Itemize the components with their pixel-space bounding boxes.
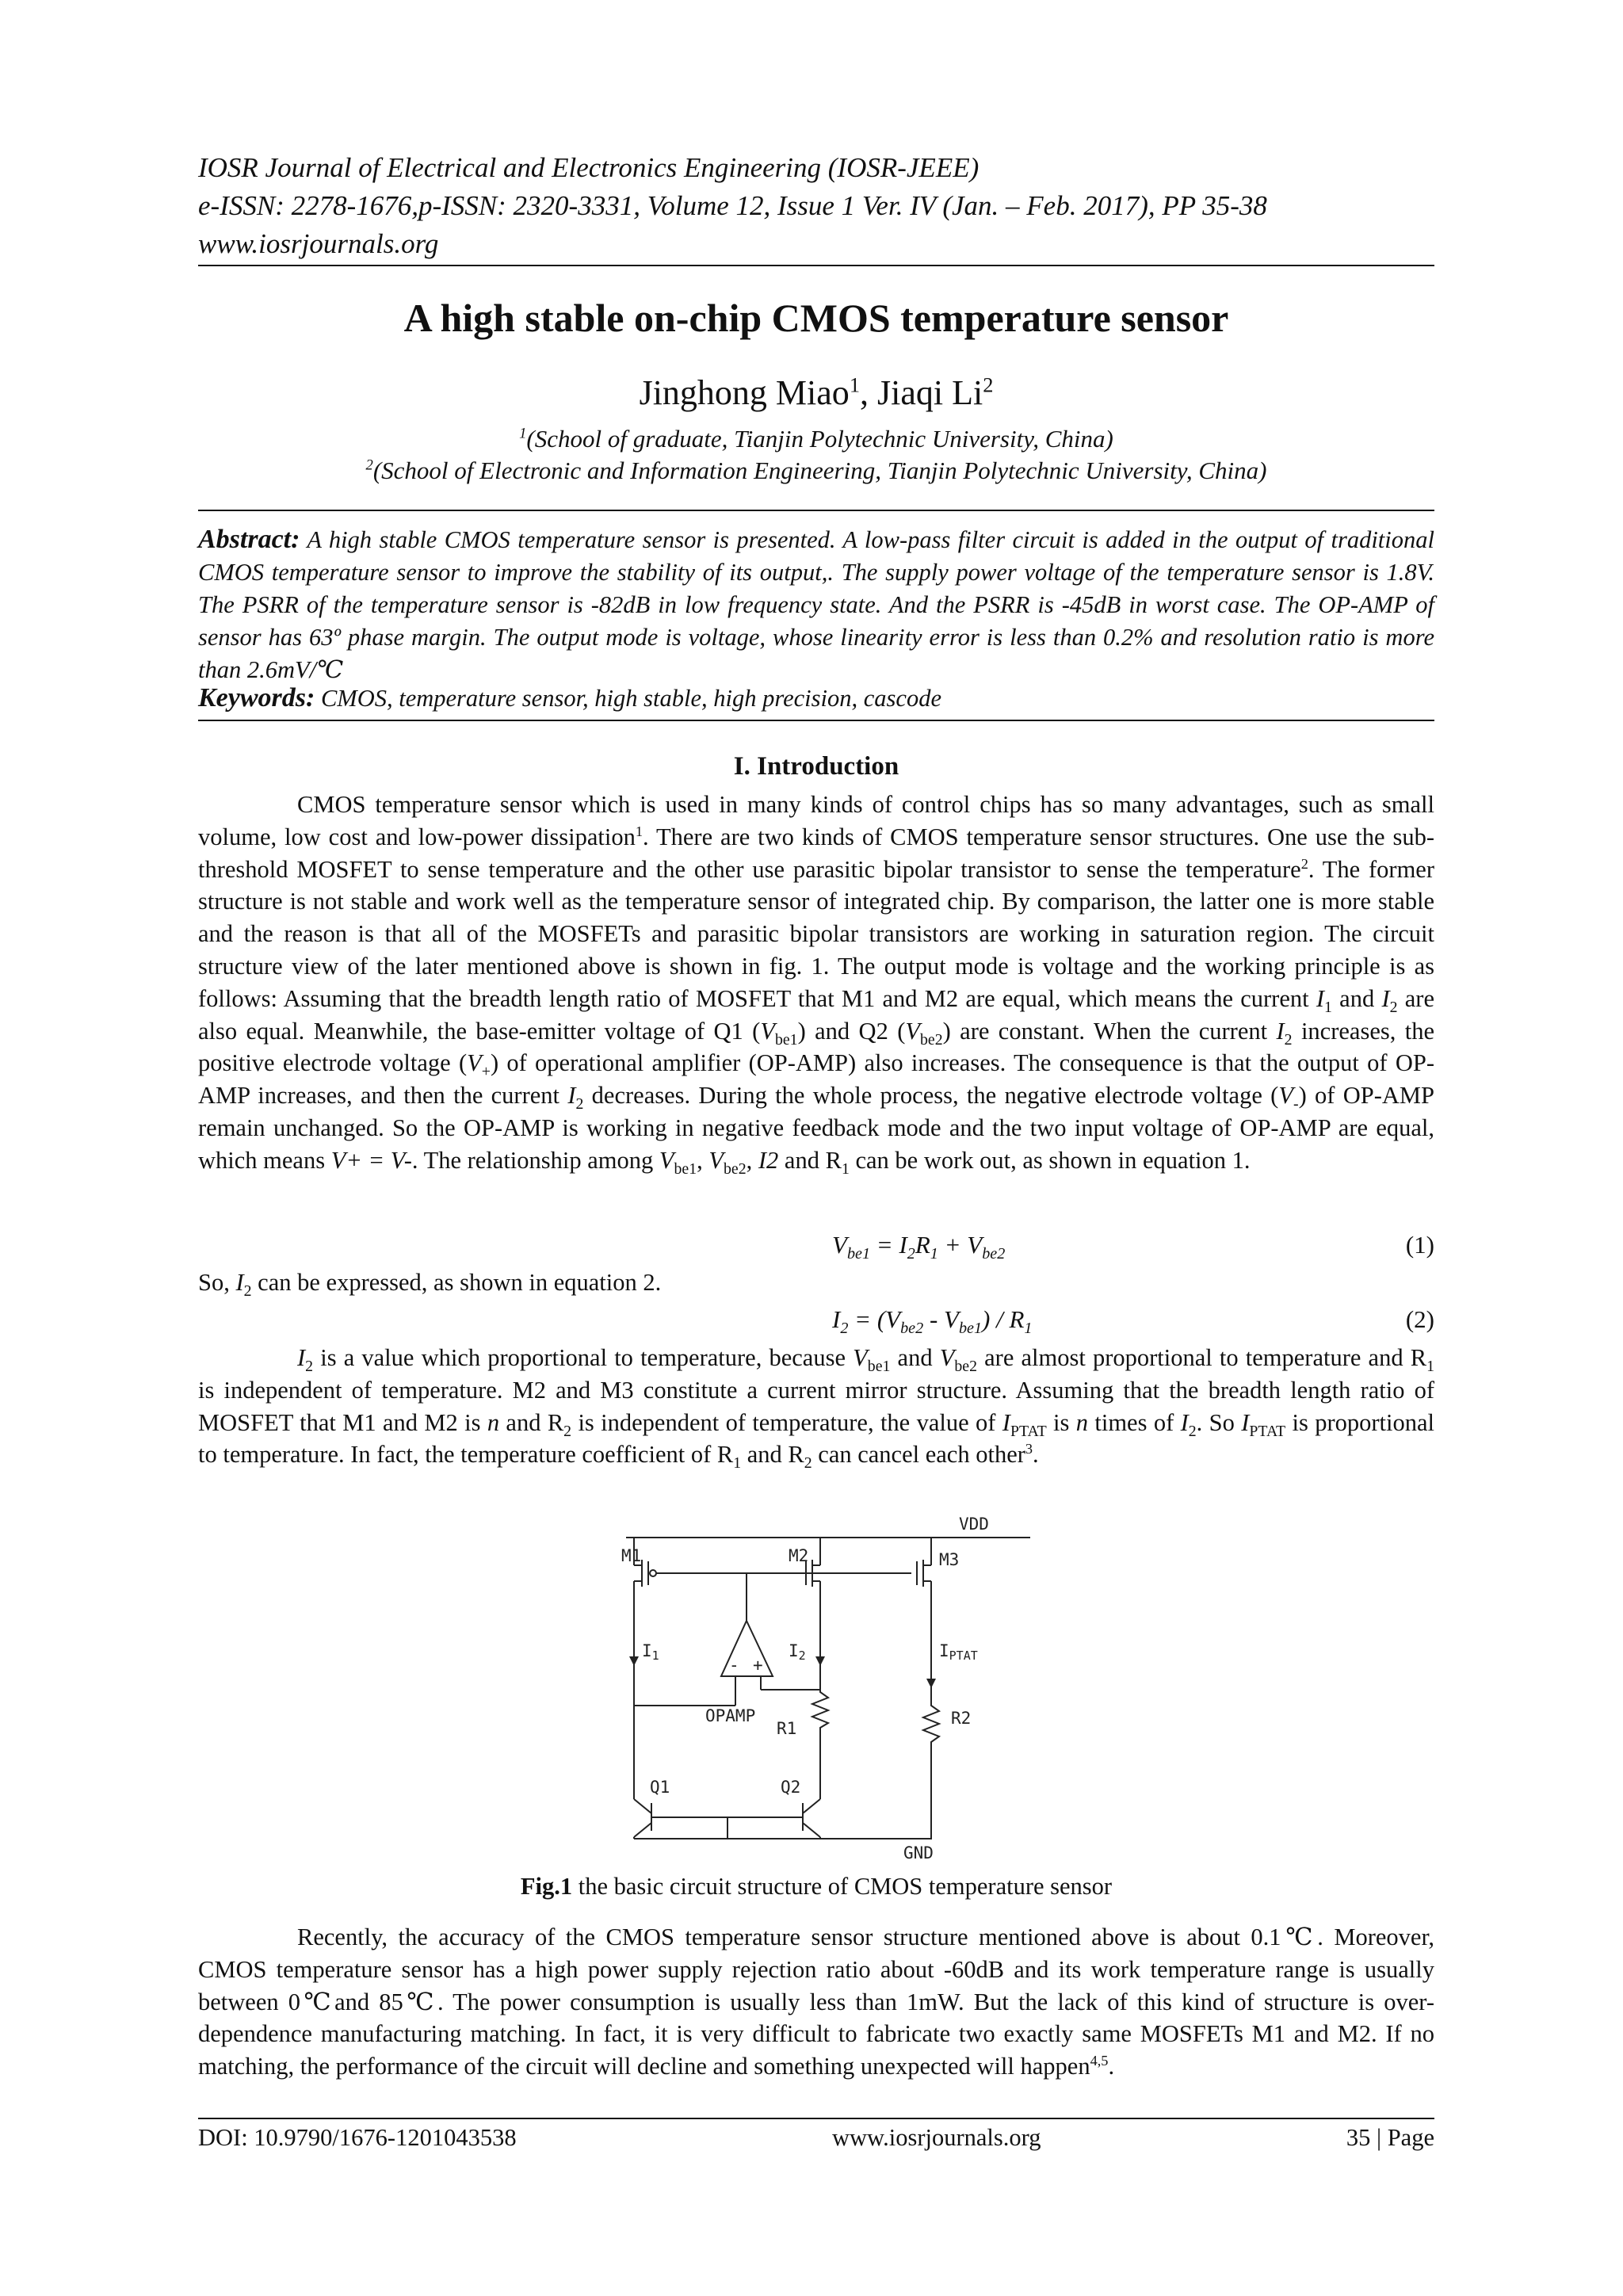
opamp-minus-label: - — [729, 1656, 739, 1675]
keywords-bottom-rule — [198, 720, 1434, 721]
circuit-diagram — [610, 1498, 1054, 1862]
recent-paragraph: Recently, the accuracy of the CMOS temperature sensor structure mentioned above is about 0.1℃. Moreover, CMOS temperature sensor has a high power supply rejection ratio about -60dB and its work temperature range is usually between 0℃and 85℃. The power consumption is usually less than 1mW. But the lack of this kind of structure is over-dependence manufacturing matching. In fact, it is very difficult to fabricate two exactly same MOSFETs M1 and M2. If no matching, the performance of the circuit will decline and something unexpected will happen$^{4,5}$. — [198, 1924, 1434, 2080]
r1-resistor — [812, 1674, 828, 1799]
eq2-intro: So, $I_2$ can be expressed, as shown in equation 2. — [198, 1269, 662, 1301]
keywords-text: CMOS, temperature sensor, high stable, high precision, cascode — [320, 685, 941, 712]
affiliation-1: $^1$(School of graduate, Tianjin Polytechnic University, China) — [519, 425, 1113, 453]
equation-2-number: (2) — [1405, 1305, 1434, 1333]
journal-site: www.iosrjournals.org — [198, 228, 439, 259]
affiliation-2: $^2$(School of Electronic and Information Engineering, Tianjin Polytechnic University, China) — [365, 457, 1267, 484]
keywords — [198, 682, 1434, 715]
paper-title: A high stable on-chip CMOS temperature sensor — [403, 296, 1229, 340]
vdd-label: VDD — [959, 1515, 989, 1534]
q2-label: Q2 — [781, 1778, 801, 1797]
figure-caption: Fig.1 the basic circuit structure of CMOS temperature sensor — [520, 1873, 1113, 1900]
r1-label: R1 — [777, 1719, 797, 1738]
equation-1-number: (1) — [1405, 1231, 1434, 1259]
r2-label: R2 — [951, 1709, 972, 1728]
intro-paragraph-2: $I_2$ is a value which proportional to temperature, because $V_{be1}$ and $V_{be2}$ are almost proportional to temperature and $R_1$ is independent of temperature. M2 and M3 constitute a current mirror structure. Assuming that the breadth length ratio of MOSFET that M1 and M2 is n and $R_2$ is independent of temperature, the value of $I_{PTAT}$ is n times of $I_2$. So $I_{PTAT}$ is proportional to temperature. In fact, the temperature coefficient of $R_1$ and $R_2$ can cancel each other$^3$. — [198, 1344, 1434, 1473]
section-heading: I. Introduction — [733, 752, 899, 781]
author-2: Jiaqi Li — [877, 373, 983, 412]
author-1: Jinghong Miao — [639, 373, 850, 412]
abstract-top-rule — [198, 510, 1434, 511]
journal-issn: e-ISSN: 2278-1676,p-ISSN: 2320-3331, Volume 12, Issue 1 Ver. IV (Jan. – Feb. 2017), PP 35-38 — [198, 190, 1267, 221]
figure-caption-label: Fig.1 — [520, 1873, 573, 1900]
abstract-label: Abstract: — [198, 525, 300, 554]
opamp-label: OPAMP — [705, 1706, 756, 1725]
footer-doi: DOI: 10.9790/1676-1201043538 — [198, 2124, 517, 2151]
i1-label: I1 — [642, 1641, 659, 1663]
q1-label: Q1 — [650, 1778, 670, 1797]
m1-gate-bubble — [650, 1570, 656, 1576]
footer-site[interactable]: www.iosrjournals.org — [832, 2124, 1041, 2151]
header-rule — [198, 265, 1434, 266]
abstract-text: A high stable CMOS temperature sensor is presented. A low-pass filter circuit is added in the output of traditional CMOS temperature sensor to improve the stability of its output,. The supply power voltage of the temperature sensor is 1.8V. The PSRR of the temperature sensor is -82dB in low frequency state. And the PSRR is -45dB in worst case. The OP-AMP of sensor has 63º phase margin. The output mode is voltage, whose linearity error is less than 0.2% and resolution ratio is more than 2.6mV/℃ — [198, 526, 1434, 683]
r2-resistor — [792, 1700, 939, 1839]
footer-page: 35 | Page — [1346, 2124, 1434, 2151]
footer-rule — [198, 2118, 1434, 2119]
journal-name: IOSR Journal of Electrical and Electronics Engineering (IOSR-JEEE) — [198, 152, 980, 183]
abstract — [198, 523, 1434, 686]
opamp-plus-label: + — [753, 1656, 763, 1675]
keywords-label: Keywords: — [198, 683, 315, 712]
gnd-label: GND — [903, 1843, 934, 1862]
i1-arrow — [629, 1656, 639, 1666]
i2-label: I2 — [789, 1641, 806, 1663]
m1-label: M1 — [621, 1546, 642, 1565]
authors: Jinghong Miao$^1$, Jiaqi Li$^2$ — [639, 372, 994, 412]
intro-paragraph-1: CMOS temperature sensor which is used in many kinds of control chips has so many advantages, such as small volume, low cost and low-power dissipation$^1$. There are two kinds of CMOS temperature sensor structures. One use the sub-threshold MOSFET to sense temperature and the other use parasitic bipolar transistor to sense the temperature$^2$. The former structure is not stable and work well as the temperature sensor of integrated chip. By comparison, the latter one is more stable and the reason is that all of the MOSFETs and parasitic bipolar transistors are working in saturation region. The circuit structure view of the later mentioned above is shown in fig. 1. The output mode is voltage and the working principle is as follows: Assuming that the breadth length ratio of MOSFET that M1 and M2 are equal, which means the current $I_1$ and $I_2$ are also equal. Meanwhile, the base-emitter voltage of Q1 $(V_{be1})$ and Q2 $(V_{be2})$ are constant. When the current $I_2$ increases, the positive electrode voltage $(V_+)$ of operational amplifier (OP-AMP) also increases. The consequence is that the output of OP-AMP increases, and then the current $I_2$ decreases. During the whole process, the negative electrode voltage $(V_-)$ of OP-AMP remain unchanged. So the OP-AMP is working in negative feedback mode and the two input voltage of OP-AMP are equal, which means V+ = V-. The relationship among $V_{be1}$, $V_{be2}$, I2 and $R_1$ can be work out, as shown in equation 1. — [198, 791, 1435, 1178]
iptat-label: IPTAT — [939, 1641, 978, 1663]
i2-arrow — [815, 1656, 825, 1666]
iptat-arrow — [926, 1679, 936, 1688]
m3-label: M3 — [939, 1550, 960, 1569]
paper-page: IOSR Journal of Electrical and Electronics Engineering (IOSR-JEEE) e-ISSN: 2278-1676,p-ISSN: 2320-3331, Volume 12, Issue 1 Ver. IV (Jan. – Feb. 2017), PP 35-38 www.iosrjournals.org A high stable on-chip CMOS temperature sensor Jinghong Miao$^1$, Jiaqi Li$^2$ $^1$(School of graduate, Tianjin Polytechnic University, China) $^2$(School of Electronic and Information Engineering, Tianjin Polytechnic University, China) Abstract: A high stable CMOS temperature sensor is presented. A low-pass filter circuit is added in the output of traditional CMOS temperature sensor to improve the stability of its output,. The supply power voltage of the temperature sensor is 1.8V. The PSRR of the temperature sensor is -82dB in low frequency state. And the PSRR is -45dB in worst case. The OP-AMP of sensor has 63º phase margin. The output mode is voltage, whose linearity error is less than 0.2% and resolution ratio is more than 2.6mV/℃ Keywords: CMOS, temperature sensor, high stable, high precision, cascode I. Introduction CMOS temperature sensor which is used in many kinds of control chips has so many advantages, such as small volume, low cost and low-power dissipation$^1$. There are two kinds of CMOS temperature sensor structures. One use the sub-threshold MOSFET to sense temperature and the other use parasitic bipolar transistor to sense the temperature$^2$. The former structure is not stable and work well as the temperature sensor of integrated chip. By comparison, the latter one is more stable and the reason is that all of the MOSFETs and parasitic bipolar transistors are working in saturation region. The circuit structure view of the later mentioned above is shown in fig. 1. The output mode is voltage and the working principle is as follows: Assuming that the breadth length ratio of MOSFET that M1 and M2 are equal, which means the current $I_1$ and $I_2$ are also equal. Meanwhile, the base-emitter voltage of Q1 $(V_{be1})$ and Q2 $(V_{be2})$ are constant. When the current $I_2$ increases, the positive electrode voltage $(V_+)$ of operational amplifier (OP-AMP) also increases. The consequence is that the output of OP-AMP increases, and then the current $I_2$ decreases. During the whole process, the negative electrode voltage $(V_-)$ of OP-AMP remain unchanged. So the OP-AMP is working in negative feedback mode and the two input voltage of OP-AMP are equal, which means V+ = V-. The relationship among $V_{be1}$, $V_{be2}$, I2 and $R_1$ can be work out, as shown in equation 1. $V_{be1} = I_2R_1 + V_{be2}$ (1) So, $I_2$ can be expressed, as shown in equation 2. $I_2 = (V_{be2} - V_{be1}) / R_1$ (2) $I_2$ is a value which proportional to temperature, because $V_{be1}$ and $V_{be2}$ are almost proportional to temperature and $R_1$ is independent of temperature. M2 and M3 constitute a current mirror structure. Assuming that the breadth length ratio of MOSFET that M1 and M2 is n and $R_2$ is independent of temperature, the value of $I_{PTAT}$ is n times of $I_2$. So $I_{PTAT}$ is proportional to temperature. In fact, the temperature coefficient of $R_1$ and $R_2$ can cancel each other$^3$. VDD M1 M2 M3 I1 I2 IPTAT - + OPAMP R1 R2 Q1 Q2 GND Fig.1 the basic circuit structure of CMOS temperature sensor Recently, the accuracy of the CMOS temperature sensor structure mentioned above is about 0.1℃. Moreover, CMOS temperature sensor has a high power supply rejection ratio about -60dB and its work temperature range is usually between 0℃and 85℃. The power consumption is usually less than 1mW. But the lack of this kind of structure is over-dependence manufacturing matching. In fact, it is very difficult to fabricate two exactly same MOSFETs M1 and M2. If no matching, the performance of the circuit will decline and something unexpected will happen$^{4,5}$. DOI: 10.9790/1676-1201043538 www.iosrjournals.org 35 | Page — [0, 0, 1623, 2296]
m2-label: M2 — [789, 1546, 809, 1565]
